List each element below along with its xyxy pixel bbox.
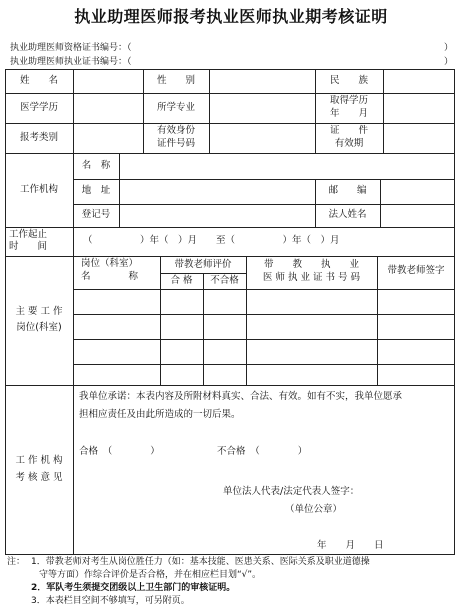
note-1a: 1．带教老师对考生从岗位胜任力（如：基本技能、医患关系、医际关系及职业道德操 xyxy=(31,557,370,567)
legal-rep-label: 法人姓名 xyxy=(328,209,367,220)
work-period-text[interactable]: （ ）年（ ）月 至（ ）年（ ）月 xyxy=(83,235,340,246)
org-reg-no-field[interactable] xyxy=(120,205,314,226)
review-fail-option[interactable]: 不合格 （ ） xyxy=(217,446,308,457)
id-validity-label-2: 有效期 xyxy=(334,138,364,149)
postcode-label: 邮 编 xyxy=(328,185,367,196)
org-address-field[interactable] xyxy=(120,180,314,203)
exam-category-field[interactable] xyxy=(74,124,142,152)
id-validity-field[interactable] xyxy=(384,124,453,152)
degree-time-label-1: 取得学历 xyxy=(329,95,368,106)
gender-field[interactable] xyxy=(210,70,314,92)
teacher-cert-header-1: 带 教 执 业 xyxy=(263,259,359,270)
unit-seal-label: （单位公章） xyxy=(285,504,343,515)
id-number-label-2: 证件号码 xyxy=(156,138,195,149)
exam-category-label: 报考类别 xyxy=(19,132,58,143)
note-2: 2．军队考生须提交团级以上卫生部门的审核证明。 xyxy=(31,583,236,593)
education-field[interactable] xyxy=(74,94,142,122)
qualification-cert-close: ） xyxy=(444,43,454,53)
form-title: 执业助理医师报考执业医师执业期考核证明 xyxy=(74,7,388,26)
review-label-2: 考 核 意 见 xyxy=(15,472,63,483)
teacher-cert-header-2: 医 师 执 业 证 书 号 码 xyxy=(262,272,361,283)
eval-pass-header: 合 格 xyxy=(170,275,193,286)
review-date: 年 月 日 xyxy=(317,540,384,551)
assessment-form-table xyxy=(5,69,455,554)
promise-line-2: 担相应责任及由此所造成的一切后果。 xyxy=(79,409,241,420)
practice-cert-label: 执业助理医师执业证书编号：（ xyxy=(10,57,132,67)
ethnicity-field[interactable] xyxy=(384,70,453,92)
note-3: 3．本表栏目空间不够填写，可另附页。 xyxy=(31,596,190,606)
major-field[interactable] xyxy=(210,94,314,122)
legal-rep-field[interactable] xyxy=(381,205,453,226)
post-name-header-1: 岗位（科室） xyxy=(81,258,139,269)
post-name-header-2: 名 称 xyxy=(81,271,139,282)
practice-cert-close: ） xyxy=(444,57,454,67)
post-row[interactable] xyxy=(74,290,454,313)
main-post-label-2: 岗位(科室) xyxy=(16,322,62,333)
practice-cert-line xyxy=(10,54,454,67)
postcode-field[interactable] xyxy=(381,180,453,203)
qualification-cert-label: 执业助理医师资格证书编号：（ xyxy=(10,43,132,53)
post-row[interactable] xyxy=(74,365,454,384)
notes-label: 注： xyxy=(7,557,26,567)
post-row[interactable] xyxy=(74,315,454,338)
promise-line-1: 我单位承诺：本表内容及所附材料真实、合法、有效。如有不实，我单位愿承 xyxy=(79,391,403,402)
id-number-field[interactable] xyxy=(210,124,314,152)
post-row[interactable] xyxy=(74,340,454,363)
teacher-eval-header: 带教老师评价 xyxy=(174,259,232,270)
degree-time-label-2: 年 月 xyxy=(329,108,368,119)
main-post-label-1: 主 要 工 作 xyxy=(15,306,63,317)
qualification-cert-line xyxy=(10,40,454,53)
note-1b: 守等方面）作综合评价是否合格，并在相应栏目划“√”。 xyxy=(39,570,262,580)
id-validity-label-1: 证 件 xyxy=(329,125,368,136)
teacher-sign-header: 带教老师签字 xyxy=(387,265,445,276)
org-name-label: 名 称 xyxy=(81,160,111,171)
org-name-field[interactable] xyxy=(120,154,453,178)
ethnicity-label: 民 族 xyxy=(329,75,368,86)
education-label: 医学学历 xyxy=(19,102,58,113)
major-label: 所学专业 xyxy=(156,102,195,113)
id-number-label-1: 有效身份 xyxy=(156,125,195,136)
work-period-label-2: 时 间 xyxy=(9,241,48,252)
name-label: 姓 名 xyxy=(19,75,58,86)
review-pass-option[interactable]: 合格 （ ） xyxy=(79,446,160,457)
legal-rep-signature-label: 单位法人代表/法定代表人签字： xyxy=(223,486,360,497)
work-org-label: 工作机构 xyxy=(19,184,58,195)
work-period-label-1: 工作起止 xyxy=(9,229,48,240)
org-reg-no-label: 登记号 xyxy=(81,209,111,220)
gender-label: 性 别 xyxy=(156,75,195,86)
org-address-label: 地 址 xyxy=(81,185,111,196)
name-field[interactable] xyxy=(74,70,142,92)
review-label-1: 工 作 机 构 xyxy=(15,455,63,466)
eval-fail-header: 不合格 xyxy=(210,275,239,286)
degree-time-field[interactable] xyxy=(384,94,453,122)
